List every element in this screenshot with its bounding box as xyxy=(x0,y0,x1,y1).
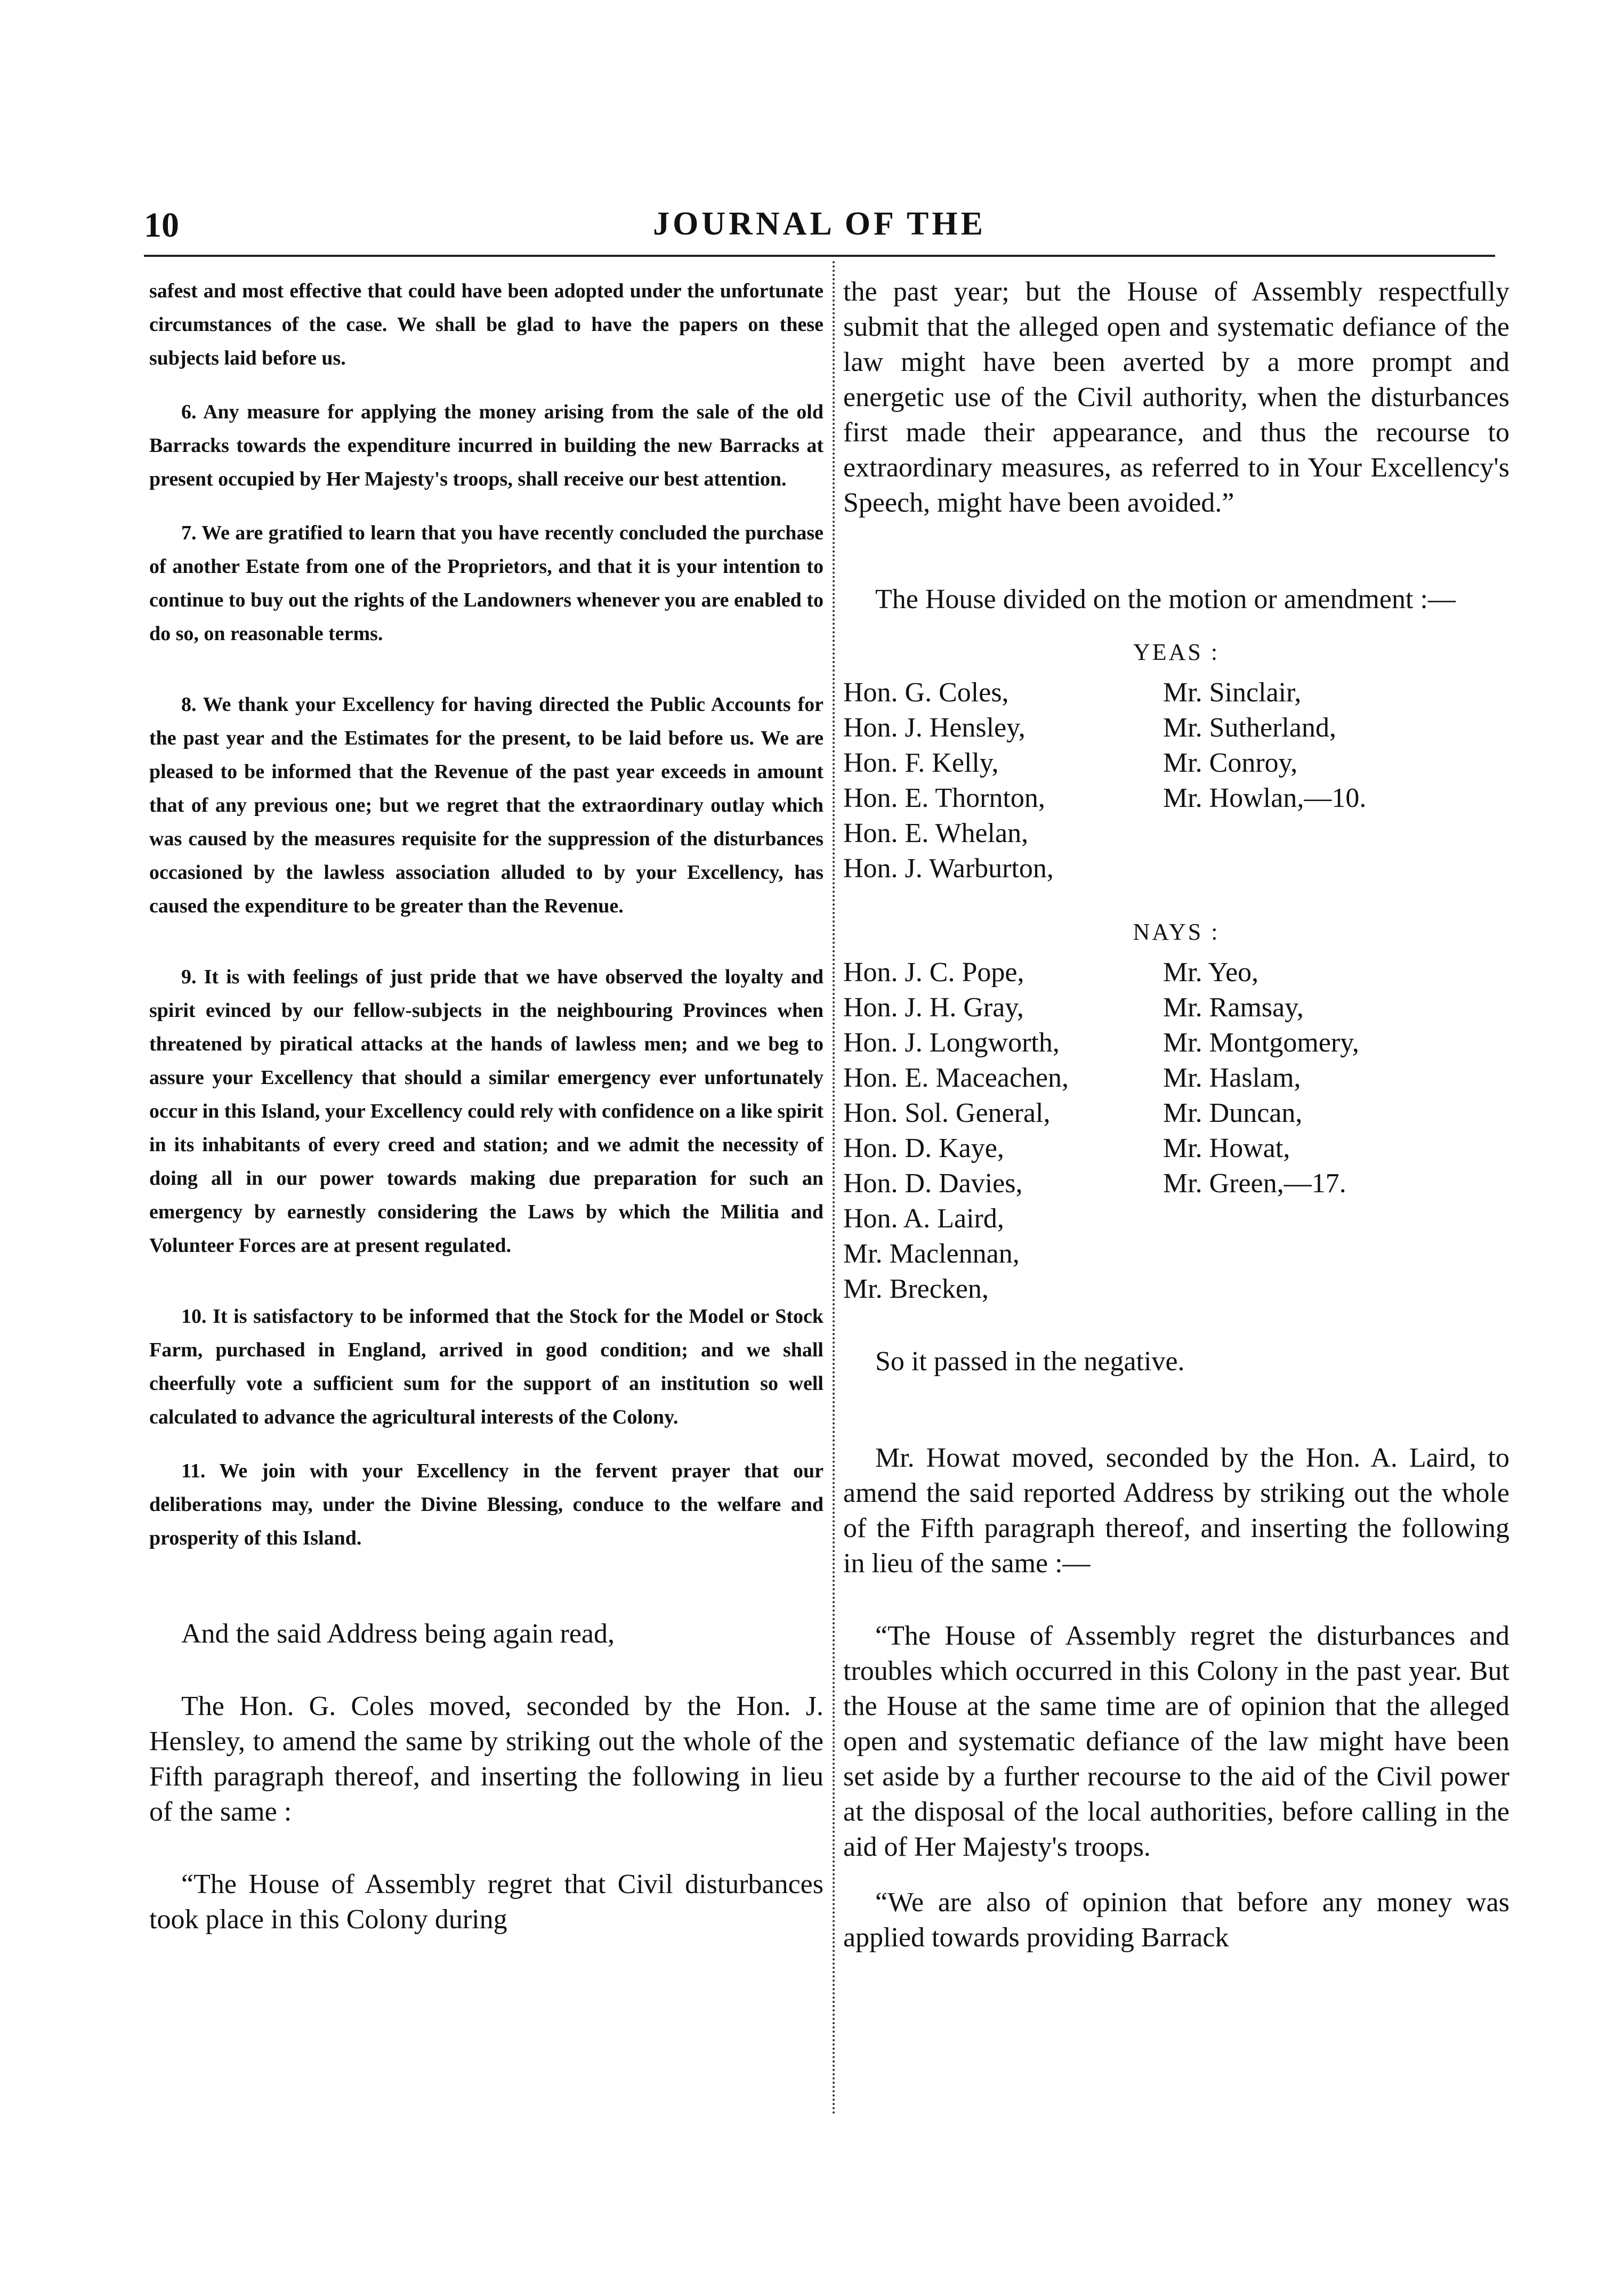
intro-paragraph: safest and most effective that could have been adopted under the unfortunate circumstances of the case. We shall be glad to have the papers on these subjects laid before us. xyxy=(149,280,823,369)
yeas-name: Hon. E. Whelan, xyxy=(843,818,1029,848)
yeas-name xyxy=(1163,816,1509,851)
nays-name xyxy=(1163,1201,1509,1236)
yeas-name: Hon. G. Coles, xyxy=(843,677,1009,708)
yeas-row xyxy=(843,746,1509,781)
howat-motion: Mr. Howat moved, seconded by the Hon. A. Laird, to amend the said reported Address by striking out the whole of the Fifth paragraph thereof, and inserting the following in lieu of the same :— xyxy=(843,1443,1509,1579)
paragraph-6: 6. Any measure for applying the money arising from the sale of the old Barracks towards the expenditure incurred in building the new Barracks at present occupied by Her Majesty's troops, shall receive our best attention. xyxy=(149,401,823,490)
nays-name: Mr. Howat, xyxy=(1163,1133,1290,1163)
right-column xyxy=(843,274,1509,1955)
page-header xyxy=(144,205,1495,253)
passed-negative: So it passed in the negative. xyxy=(875,1346,1185,1377)
yeas-heading: YEAS : xyxy=(1133,639,1220,665)
yeas-row xyxy=(843,710,1509,746)
nays-row xyxy=(843,1166,1509,1201)
column-divider xyxy=(833,261,837,2116)
nays-row xyxy=(843,1025,1509,1061)
running-head: JOURNAL OF THE xyxy=(653,206,986,242)
nays-heading: NAYS : xyxy=(1133,919,1220,945)
quote-continuation: the past year; but the House of Assembly respectfully submit that the alleged open and systematic defiance of the law might have been averted by a more prompt and energetic use of the Civil authority, when the disturbances first made their appearance, and thus the recourse to extraordinary measures, as referred to in Your Excellency's Speech, might have been avoided.” xyxy=(843,277,1509,518)
yeas-name: Mr. Sinclair, xyxy=(1163,677,1302,708)
nays-row xyxy=(843,955,1509,990)
nays-name: Mr. Ramsay, xyxy=(1163,992,1304,1023)
paragraph-8: 8. We thank your Excellency for having directed the Public Accounts for the past year and the Estimates for the present, to be laid before us. We are pleased to be informed that the Revenue of the past year exceeds in amount that of any previous one; but we regret that the extraordinary outlay which was caused by the measures requisite for the suppression of the disturbances occasioned by the lawless association alluded to by your Excellency, has caused the expenditure to be greater than the Revenue. xyxy=(149,693,823,917)
address-read-line: And the said Address being again read, xyxy=(181,1619,615,1649)
nays-name: Mr. Green,—17. xyxy=(1163,1168,1346,1199)
nays-row xyxy=(843,1272,1509,1307)
nays-name xyxy=(1163,1236,1509,1272)
nays-name: Hon. E. Maceachen, xyxy=(843,1063,1069,1093)
nays-name xyxy=(1163,1272,1509,1307)
nays-row xyxy=(843,1131,1509,1166)
yeas-row xyxy=(843,675,1509,710)
left-column xyxy=(149,274,823,1937)
division-statement: The House divided on the motion or amendment :— xyxy=(875,584,1456,615)
yeas-name: Hon. J. Hensley, xyxy=(843,713,1026,743)
header-rule xyxy=(144,255,1495,257)
coles-motion: The Hon. G. Coles moved, seconded by the Hon. J. Hensley, to amend the same by striking out the whole of the Fifth paragraph thereof, and inserting the following in lieu of the same : xyxy=(149,1691,823,1827)
paragraph-9: 9. It is with feelings of just pride that we have observed the loyalty and spirit evinced by our fellow-subjects in the neighbouring Provinces when threatened by piratical attacks at the hands of lawless men; and we beg to assure your Excellency that should a similar emergency ever unfortunately occur in this Island, your Excellency could rely with confidence on a like spirit in its inhabitants of every creed and station; and we admit the necessity of doing all in our power towards making due preparation for such an emergency by earnestly considering the Laws by which the Militia and Volunteer Forces are at present regulated. xyxy=(149,966,823,1257)
yeas-row xyxy=(843,781,1509,816)
howat-quote-2: “We are also of opinion that before any money was applied towards providing Barrack xyxy=(843,1887,1509,1953)
yeas-table xyxy=(843,675,1509,886)
nays-name: Hon. D. Kaye, xyxy=(843,1133,1004,1163)
nays-row xyxy=(843,990,1509,1025)
page-number: 10 xyxy=(144,206,179,245)
nays-name: Mr. Brecken, xyxy=(843,1274,989,1304)
yeas-row xyxy=(843,816,1509,851)
yeas-name: Hon. J. Warburton, xyxy=(843,853,1054,884)
nays-name: Hon. A. Laird, xyxy=(843,1203,1004,1234)
nays-row xyxy=(843,1096,1509,1131)
yeas-name: Mr. Conroy, xyxy=(1163,748,1298,778)
yeas-name: Mr. Sutherland, xyxy=(1163,713,1336,743)
yeas-name: Mr. Howlan,—10. xyxy=(1163,783,1367,813)
paragraph-10: 10. It is satisfactory to be informed that the Stock for the Model or Stock Farm, purchased in England, arrived in good condition; and we shall cheerfully vote a sufficient sum for the support of an institution so well calculated to advance the agricultural interests of the Colony. xyxy=(149,1305,823,1428)
nays-name: Hon. J. Longworth, xyxy=(843,1028,1060,1058)
paragraph-7: 7. We are gratified to learn that you have recently concluded the purchase of another Estate from one of the Proprietors, and that it is your intention to continue to buy out the rights of the Landowners whenever you are enabled to do so, on reasonable terms. xyxy=(149,522,823,645)
nays-name: Mr. Maclennan, xyxy=(843,1239,1020,1269)
nays-name: Hon. J. H. Gray, xyxy=(843,992,1024,1023)
nays-row xyxy=(843,1201,1509,1236)
yeas-name: Hon. F. Kelly, xyxy=(843,748,999,778)
nays-row xyxy=(843,1236,1509,1272)
yeas-name xyxy=(1163,851,1509,886)
howat-quote-1: “The House of Assembly regret the disturbances and troubles which occurred in this Colony in the past year. But the House at the same time are of opinion that the alleged open and systematic defiance of the law might have been set aside by a further recourse to the aid of the Civil power at the disposal of the local authorities, before calling in the aid of Her Majesty's troops. xyxy=(843,1621,1509,1862)
nays-table xyxy=(843,955,1509,1307)
coles-quote: “The House of Assembly regret that Civil disturbances took place in this Colony during xyxy=(149,1869,823,1935)
nays-name: Hon. J. C. Pope, xyxy=(843,957,1024,988)
nays-name: Mr. Haslam, xyxy=(1163,1063,1301,1093)
paragraph-11: 11. We join with your Excellency in the fervent prayer that our deliberations may, under the Divine Blessing, conduce to the welfare and prosperity of this Island. xyxy=(149,1460,823,1549)
yeas-row xyxy=(843,851,1509,886)
nays-name: Mr. Yeo, xyxy=(1163,957,1259,988)
nays-name: Hon. D. Davies, xyxy=(843,1168,1023,1199)
nays-name: Hon. Sol. General, xyxy=(843,1098,1051,1128)
yeas-name: Hon. E. Thornton, xyxy=(843,783,1045,813)
nays-row xyxy=(843,1061,1509,1096)
nays-name: Mr. Montgomery, xyxy=(1163,1028,1359,1058)
nays-name: Mr. Duncan, xyxy=(1163,1098,1303,1128)
